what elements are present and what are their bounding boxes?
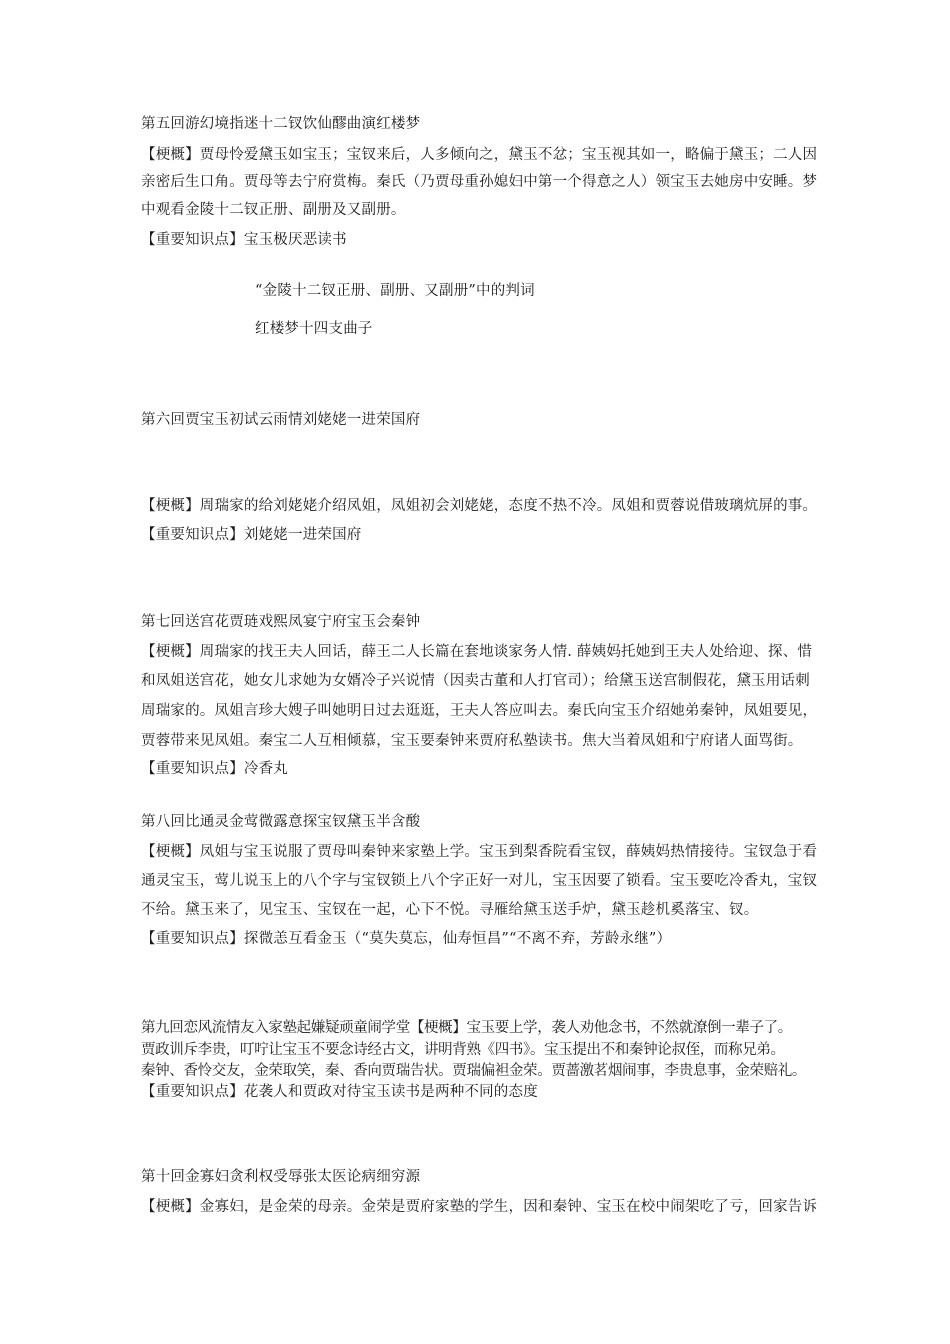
chapter-5-summary-line-3: 中观看金陵十二钗正册、副册及又副册。 — [141, 202, 406, 218]
chapter-7-title: 第七回送宫花贾琏戏熙凤宴宁府宝玉会秦钟 — [141, 614, 421, 630]
chapter-8-summary-line-2: 通灵宝玉，莺儿说玉上的八个字与宝钗锁上八个字正好一对儿，宝玉因要了锁看。宝玉要吃冷香丸，宝钗 — [141, 873, 818, 889]
chapter-6-summary: 【梗概】周瑞家的给刘姥姥介绍凤姐，凤姐初会刘姥姥，态度不热不冷。凤姐和贾蓉说借玻璃炕屏的事。 — [141, 498, 818, 514]
chapter-7-summary-line-4: 贾蓉带来见凤姐。秦宝二人互相倾慕，宝玉要秦钟来贾府私塾读书。焦大当着凤姐和宁府诸人面骂街。 — [141, 733, 803, 749]
chapter-5-key-point: 【重要知识点】宝玉极厌恶读书 — [141, 232, 347, 248]
chapter-7-summary-line-1: 【梗概】周瑞家的找王夫人回话，薛王二人长篇在套地谈家务人情. 薛姨妈托她到王夫人处给迎、探、惜 — [141, 644, 813, 660]
chapter-9-summary-line-3: 秦钟、香怜交友，金荣取笑，秦、香向贾瑞告状。贾瑞偏袒金荣。贾蔷激茗烟闹事，李贵息事，金荣赔礼。 — [141, 1063, 807, 1079]
chapter-6-key-point: 【重要知识点】刘姥姥一进荣国府 — [141, 527, 362, 543]
chapter-8-title: 第八回比通灵金莺微露意探宝钗黛玉半含酸 — [141, 814, 421, 830]
chapter-8-summary-line-3: 不给。黛玉来了，见宝玉、宝钗在一起，心下不悦。寻雁给黛玉送手炉，黛玉趁机奚落宝、钗。 — [141, 902, 759, 918]
chapter-5-sub-point-2: 红楼梦十四支曲子 — [255, 321, 373, 337]
chapter-7-summary-line-3: 周瑞家的。凤姐言珍大嫂子叫她明日过去逛逛，王夫人答应叫去。秦氏向宝玉介绍她弟秦钟，凤姐要见， — [141, 703, 818, 719]
chapter-5-sub-point-1: “金陵十二钗正册、副册、又副册”中的判词 — [255, 283, 535, 299]
chapter-5-summary-line-1: 【梗概】贾母怜爱黛玉如宝玉；宝钗来后，人多倾向之，黛玉不忿；宝玉视其如一，略偏于黛玉；二人因 — [141, 147, 818, 163]
chapter-8-summary-line-1: 【梗概】凤姐与宝玉说服了贾母叫秦钟来家塾上学。宝玉到梨香院看宝钗，薛姨妈热情接待。宝钗急于看 — [141, 844, 818, 860]
chapter-6-title: 第六回贾宝玉初试云雨情刘姥姥一进荣国府 — [141, 412, 421, 428]
chapter-9-key-point: 【重要知识点】花袭人和贾政对待宝玉读书是两种不同的态度 — [141, 1084, 538, 1100]
chapter-5-summary-line-2: 亲密后生口角。贾母等去宁府赏梅。秦氏（乃贾母重孙媳妇中第一个得意之人）领宝玉去她房中安睡。梦 — [141, 174, 818, 190]
chapter-10-summary-line-1: 【梗概】金寡妇，是金荣的母亲。金荣是贾府家塾的学生，因和秦钟、宝玉在校中闹架吃了亏，回家告诉 — [141, 1199, 818, 1215]
chapter-5-title: 第五回游幻境指迷十二钗饮仙醪曲演红楼梦 — [141, 116, 421, 132]
chapter-9-summary-line-2: 贾政训斥李贵，叮咛让宝玉不要念诗经古文，讲明背熟《四书》。宝玉提出不和秦钟论叔侄，而称兄弟。 — [141, 1042, 785, 1058]
chapter-7-summary-line-2: 和凤姐送宫花，她女儿求她为女婿冷子兴说情（因卖古董和人打官司）；给黛玉送宫制假花，黛玉用话刺 — [141, 673, 810, 689]
chapter-10-title: 第十回金寡妇贪利权受辱张太医论病细穷源 — [141, 1169, 421, 1185]
chapter-7-key-point: 【重要知识点】冷香丸 — [141, 761, 288, 777]
chapter-9-title-summary-line-1: 第九回恋风流情友入家塾起嫌疑顽童闹学堂【梗概】宝玉要上学，袭人劝他念书，不然就潦倒一辈子了。 — [141, 1020, 792, 1036]
chapter-8-key-point: 【重要知识点】探微恙互看金玉（“莫失莫忘，仙寿恒昌”“不离不弃，芳龄永继”） — [141, 931, 672, 947]
